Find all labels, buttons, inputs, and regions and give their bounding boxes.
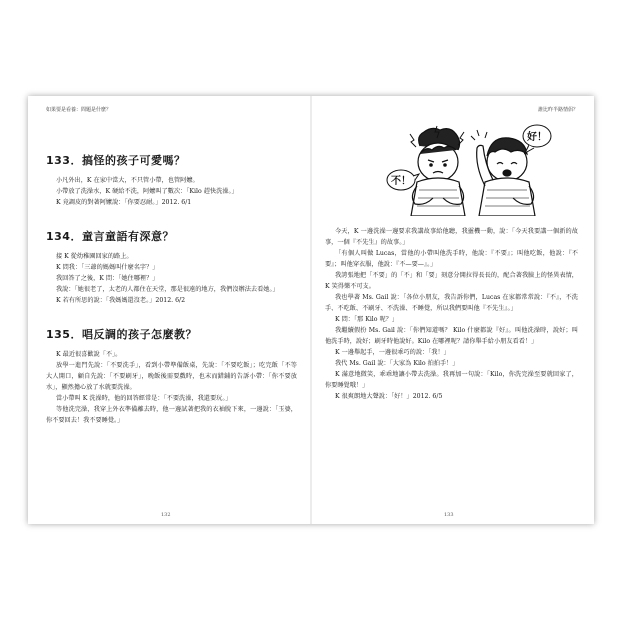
right-page-text <box>325 226 578 402</box>
section-heading-133: 133．搞怪的孩子可愛嗎？ <box>46 154 186 167</box>
paragraph: 放學一進門先說：「不要洗手」，看到小帶準備飯桌，先說：「不要吃飯」；吃完飯「不等大人開口，顧自先說：「不要刷牙」，晚飯後需要戲時，也末而錯鋪的告訴小帶：「你不要放水」，顯然擔心放了水就要洗澡。 <box>46 362 297 391</box>
paragraph: 我也學著 Ms. Gail 說：「各位小朋友，我告訴你們，Lucas 在家都常常說：『不』，不洗手、不吃飯、不刷牙、不洗澡、不睡覺，所以我們要叫他『不先生』。」 <box>325 294 578 312</box>
section-heading-135: 135．唱反調的孩子怎麼教？ <box>46 328 197 341</box>
paragraph: K 最近很喜歡說「不」。 <box>56 351 122 358</box>
cartoon-illustration <box>325 120 578 216</box>
paragraph: 我回答了之後，K 問：「她住哪裡？」 <box>56 275 159 282</box>
paragraph: K 滿意地微笑，乖乖地讓小帶去洗澡。我再加一句說：「Kilo，你洗完澡至要就回家了，你要睡覺哦！」 <box>325 371 578 389</box>
left-page-number: 132 <box>161 512 171 518</box>
paragraph: K 若有所思的說：「我媽媽還沒老。」2012. 6/2 <box>56 297 186 304</box>
right-page <box>311 96 594 524</box>
angry-child-figure <box>410 126 465 216</box>
paragraph: 小凡外出，K 在家中當大，不只管小帶，也管阿嬤。 <box>56 177 199 184</box>
paragraph: 我代 Ms. Gail 說：「大家為 Kilo 拍拍手！」 <box>335 360 459 367</box>
cartoon-kids-illustration <box>325 120 578 216</box>
paragraph: 接 K 從幼稚園回家的路上。 <box>56 253 133 260</box>
paragraph: K 問我：「三爺的媽媽叫什麼名字？」 <box>56 264 159 271</box>
paragraph: 小帶放了洗澡水，K 硬給不洗，阿嬤叫了數次：「Kilo 趕快洗澡。」 <box>56 188 238 195</box>
left-page <box>28 96 311 524</box>
paragraph: 等他洗完澡，我穿上外衣準備離去時，他一邊試著把我的衣袖脫下來，一邊說：「玉婆，你不要回去！我不要睡覺。」 <box>46 406 297 424</box>
book-spread <box>28 96 594 524</box>
paragraph: 「有個人叫做 Lucas，當他的小帶叫他洗手時，他說：『不要』；叫他吃飯，他說：『不要』；叫他穿衣服，他說：『不—要—』。」 <box>325 250 578 268</box>
paragraph: 我繼續假扮 Ms. Gail 說：「你們知道嗎？ Kilo 什麼都說『好』。叫他洗澡時，說好；叫他洗手時，說好；刷牙時他說好。Kilo 在哪裡呢？請你舉手給小朋友看看！」 <box>325 327 578 345</box>
section-heading-134: 134．童言童語有深意？ <box>46 230 174 243</box>
bubble-right-text: 好！ <box>527 132 547 143</box>
speech-bubble-right <box>523 125 551 153</box>
paragraph: K 一邊舉起手，一邊很乖巧的說：「我！」 <box>335 349 450 356</box>
paragraph: K 問：「那 Kilo 呢？」 <box>335 316 399 323</box>
bubble-left-text: 不！ <box>391 176 411 187</box>
paragraph: 當小帶叫 K 洗澡時，他的回答經常是：「不要洗澡，我還要玩。」 <box>56 395 232 402</box>
paragraph: K 很爽朗地大聲說：「好！」2012. 6/5 <box>335 393 443 400</box>
paragraph: 我說：「她很老了，太老的人都住在天堂，那是很遠的地方，我們沒辦法去看她。」 <box>56 286 279 293</box>
right-running-head: 誰比昨半路情侶？ <box>537 107 578 113</box>
speech-bubble-left <box>387 170 419 190</box>
right-page-number: 133 <box>444 512 454 518</box>
paragraph: 今天，K 一邊洗澡一邊要求我講故事給他聽，我靈機一動，說：「今天我要講一個新的故事，一個『不先生』的故事。」 <box>325 228 578 246</box>
paragraph: 我誇張地把「不要」的「不」和「要」刻意分開拉得長長的，配合著我臉上的怪異表情，K 笑得樂不可支。 <box>325 272 578 290</box>
paragraph: K 竟調皮的對著阿嬤說：「你要忍耐。」2012. 6/1 <box>56 199 192 206</box>
left-running-head: 如果要是看養：問題是什麼？ <box>46 107 112 113</box>
